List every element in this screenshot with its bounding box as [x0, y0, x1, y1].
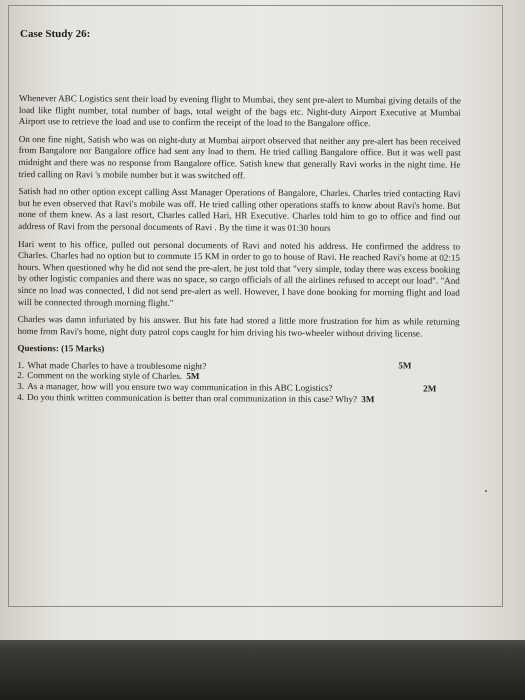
ink-dot: [485, 490, 487, 492]
case-study-body: [17, 93, 461, 405]
questions-heading: Questions: (15 Marks): [17, 343, 105, 354]
question-marks: 5M: [398, 360, 412, 371]
questions-list: [17, 360, 459, 405]
question-number: 2.: [17, 370, 25, 381]
paragraph-3: Satish had no other option except calling Asst Manager Operations of Bangalore, Charles. Charles tried contacting Ravi but he even observed that Ravi's mobile was off. He tried calling other operations staffs to know about Ravi's home. But none of them knew. As a last resort, Charles called Hari, HR Executive. Charles told him to go to office and find out address of Ravi from the personal documents of Ravi . By the time it was 01:30 hours: [18, 186, 461, 233]
question-number: 1.: [17, 359, 25, 370]
paragraph-4: Hari went to his office, pulled out personal documents of Ravi and noted his address. He confirmed the address to Charles. Charles had no option but to commute 15 KM in order to go to house of Ravi. He reached Ravi's home at 02:15 hours. When questioned why he did not send the pre-alert, he just told that "very simple, today there was excess booking by other logistic companies and there was no space, so cargo officials of all the airlines refused to accept our load". "And since no load was connected, I did not send pre-alert as well. However, I have done booking for morning flight and load will be connected through morning flight.": [17, 238, 461, 308]
question-text: As a manager, how will you ensure two way communication in this ABC Logistics?: [27, 381, 333, 393]
paragraph-1: Whenever ABC Logistics sent their load by evening flight to Mumbai, they sent pre-alert to Mumbai giving details of the load like flight number, total number of bags, total weight of the bags etc. Night-duty Airport Executive at Mumbai Airport use to retrieve the load and use to confirm the receipt of the load to the Bangalore office.: [18, 93, 461, 129]
question-text: Do you think written communication is better than oral communization in this case? Why?: [27, 391, 358, 404]
question-number: 4.: [17, 391, 25, 402]
question-marks: 2M: [423, 383, 437, 394]
question-text: Comment on the working style of Charles.: [27, 370, 183, 382]
paragraph-5: Charles was damn infuriated by his answer. But his fate had stored a little more frustration for him as while returning home from Ravi's home, night duty patrol cops caught for him driving his two-wheeler without driving license.: [17, 314, 460, 339]
question-marks: 5M: [186, 371, 200, 382]
question-text: What made Charles to have a troublesome night?: [27, 359, 207, 372]
case-study-title: Case Study 26:: [20, 28, 91, 40]
question-marks: 3M: [361, 393, 375, 404]
paragraph-2: On one fine night, Satish who was on night-duty at Mumbai airport observed that neither any pre-alert has been received from Bangalore nor Bangalore office had sent any load to them. He tried calling Bangalore office. But it was well past midnight and there was no response from Bangalore office. Satish knew that generally Ravi works in the night time. He tried calling on Ravi 's mobile number but it was switched off.: [18, 133, 461, 180]
question-number: 3.: [17, 381, 25, 392]
